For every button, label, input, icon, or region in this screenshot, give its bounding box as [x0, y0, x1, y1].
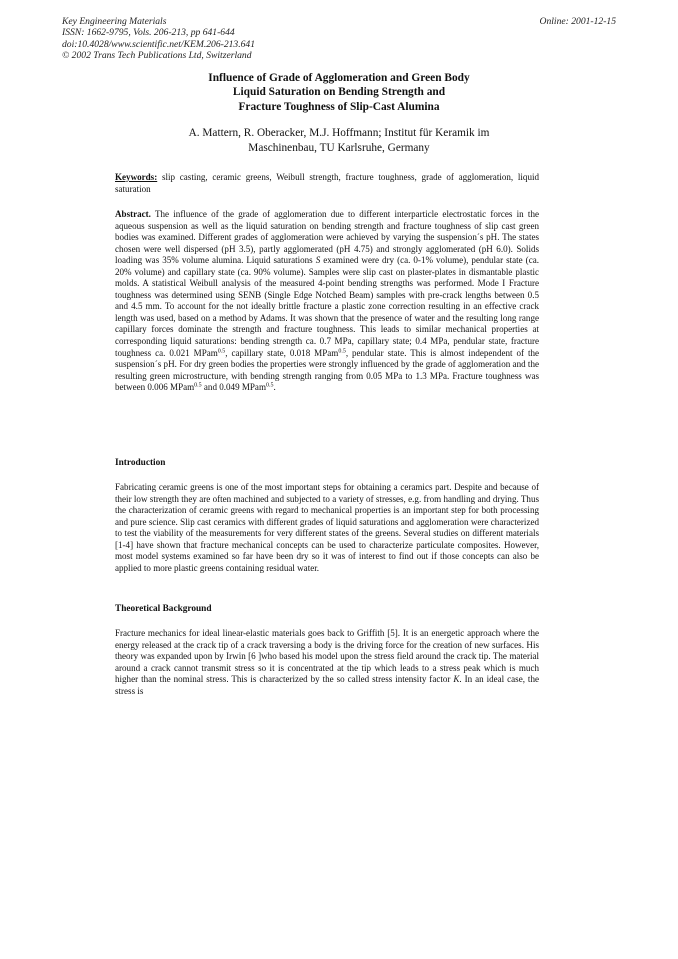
theory-text: . In an ideal case, the stress is [115, 674, 539, 696]
authors-line: A. Mattern, R. Oberacker, M.J. Hoffmann; Institut für Keramik im [188, 127, 490, 139]
keywords-label: Keywords: [115, 172, 158, 182]
abstract-text: , capillary state, 0.018 MPam [225, 347, 339, 358]
theory-text: Fracture mechanics for ideal linear-elastic materials goes back to Griffith [5]. It is an energetic approach where the energy released at the crack tip of a crack traversing a body is the driving force for the creation of new surfaces. His theory was expanded upon by Irwin [6 ]who based his model upon the stress field around the crack tip. The material around a crack cannot transmit stress so it is concentrated at the tip which leads to a stress peak which is much higher than the nominal stress. This is characterized by the so called stress intensity factor [115, 628, 539, 685]
abstract-text: examined were dry (ca. 0-1% volume), pendular state (ca. 20% volume) and capillary state (ca. 90% volume). Samples were slip cast on plaster-plates in dismantable plastic molds. A statistical Weibull analysis of the measured 4-point bending strengths was performed. Mode I Fracture toughness was determined using SENB (Single Edge Notched Beam) samples with pre-crack lengths between 0.5 and 4.5 mm. To account for the not ideally brittle fracture a plastic zone correction resulting in an effective crack length was used, based on a method by Adams. It was shown that the presence of water and the resulting long range capillary forces dominate the strength and fracture toughness. This leads to similar mechanical properties at corresponding liquid saturations: bending strength ca. 0.7 MPa, capillary state; 0.4 MPa, pendular state, fracture toughness ca. 0.021 MPam [115, 255, 539, 358]
exponent: 0.5 [194, 382, 202, 389]
abstract-text: , pendular state. This is almost independent of the suspension´s pH. For dry green bodies the properties were strongly influenced by the grade of agglomeration and the resulting green microstructure, with bending strength ranging from 0.05 MPa to 1.3 MPa. Fracture toughness was between 0.006 MPam [115, 347, 539, 393]
affiliation-line: Maschinenbau, TU Karlsruhe, Germany [248, 142, 430, 154]
theory-body [115, 628, 539, 697]
exponent: 0.5 [266, 382, 274, 389]
online-date: Online: 2001-12-15 [539, 16, 616, 27]
abstract-text: . [273, 382, 276, 393]
abstract-text: The influence of the grade of agglomeration due to different interparticle electrostatic forces in the aqueous suspension as well as the liquid saturation on bending strength and fracture toughness of slip cast green bodies was examined. Different grades of agglomeration were achieved by varying the suspension´s pH. The states chosen were well dispersed (pH 3.5), partly agglomerated (pH 4.75) and strongly agglomerated (pH 6.0). Solids loading was 35% volume alumina. Liquid saturations [115, 209, 539, 266]
paper-title [118, 71, 560, 114]
introduction-body [115, 482, 539, 574]
stress-intensity-symbol: K [453, 674, 460, 685]
saturation-symbol: S [315, 255, 321, 266]
theory-heading: Theoretical Background [115, 604, 212, 614]
introduction-paragraph: Fabricating ceramic greens is one of the most important steps for obtaining a ceramics part. Despite and because of their low strength they are often machined and subjected to a variety of stresses, e.g. from handling and drying. Thus the characterization of ceramic greens with regard to mechanical properties is an important step for both processing and pure science. Slip cast ceramics with different grades of liquid saturations and agglomeration were characterized to test the viability of the measurements for very different states of the greens. Several studies on different materials [1-4] have shown that fracture mechanical concepts can be used to characterize particulate composites. However, most model systems examined so far have been dry so it was of interest to find out if those concepts can also be applied to more plastic greens containing residual water. [115, 482, 539, 573]
abstract-text: and 0.049 MPam [201, 382, 266, 393]
keywords-text: slip casting, ceramic greens, Weibull strength, fracture toughness, grade of agglomeration, liquid saturation [115, 172, 540, 194]
introduction-heading: Introduction [115, 458, 166, 468]
title-line: Liquid Saturation on Bending Strength and [232, 86, 446, 99]
journal-name: Key Engineering Materials [62, 16, 167, 27]
copyright-line: © 2002 Trans Tech Publications Ltd, Switzerland [62, 49, 252, 61]
exponent: 0.5 [217, 348, 226, 355]
abstract-block [115, 209, 539, 394]
exponent: 0.5 [338, 348, 346, 355]
keywords-block [115, 172, 539, 195]
abstract-label: Abstract. [115, 209, 151, 219]
journal-header [62, 16, 255, 61]
authors-affiliation [118, 126, 560, 156]
doi-link[interactable]: doi:10.4028/www.scientific.net/KEM.206-213.641 [62, 38, 256, 50]
title-line: Fracture Toughness of Slip-Cast Alumina [238, 100, 440, 113]
title-line: Influence of Grade of Agglomeration and Green Body [208, 72, 470, 84]
issn-line: ISSN: 1662-9795, Vols. 206-213, pp 641-644 [62, 27, 235, 39]
